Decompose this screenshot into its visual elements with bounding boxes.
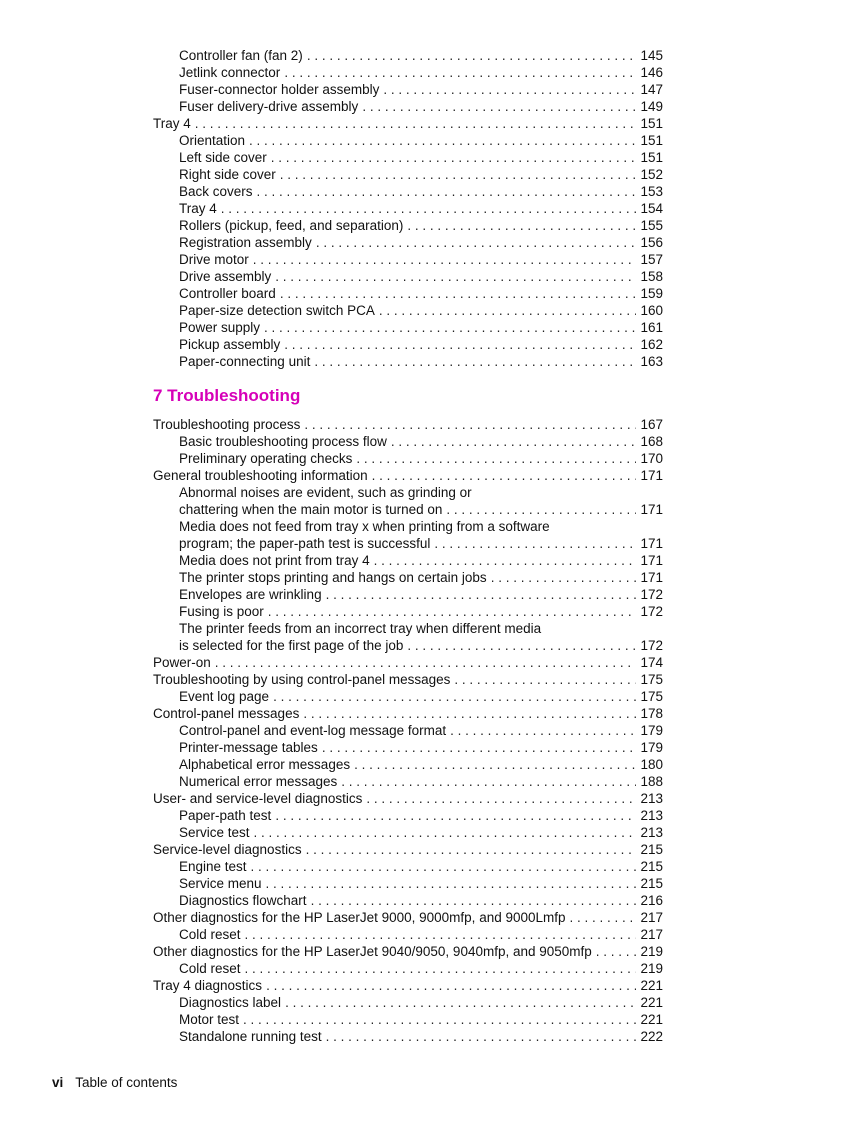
toc-entry-page: 219 [640, 961, 663, 976]
toc-entry[interactable] [153, 467, 663, 484]
toc-entry-title-line[interactable]: The printer feeds from an incorrect tray when different media [179, 621, 542, 636]
toc-entry[interactable] [153, 841, 663, 858]
toc-entry-page: 168 [640, 434, 663, 449]
toc-entry-title: Rollers (pickup, feed, and separation) [179, 218, 404, 233]
toc-entry-title: Envelopes are wrinkling [179, 587, 322, 602]
toc-entry-page: 215 [640, 842, 663, 857]
toc-entry[interactable] [179, 183, 663, 200]
toc-entry[interactable] [179, 217, 663, 234]
toc-entry-title: Paper-size detection switch PCA [179, 303, 375, 318]
toc-entry-title: Motor test [179, 1012, 240, 1027]
toc-entry[interactable] [179, 251, 663, 268]
toc-entry-title: Controller fan (fan 2) [179, 48, 303, 63]
toc-entry[interactable] [153, 909, 663, 926]
toc-entry[interactable] [179, 501, 663, 518]
toc-entry-title: Event log page [179, 689, 270, 704]
toc-entry-page: 175 [640, 672, 663, 687]
toc-entry-title: Standalone running test [179, 1029, 322, 1044]
toc-entry[interactable] [179, 858, 663, 875]
chapter-heading[interactable]: 7 Troubleshooting [153, 386, 301, 405]
toc-entry-page: 188 [640, 774, 663, 789]
toc-entry[interactable] [179, 892, 663, 909]
toc-entry-title: Service test [179, 825, 250, 840]
toc-entry-title: Cold reset [179, 927, 241, 942]
toc-entry[interactable] [153, 977, 663, 994]
toc-entry-title: Back covers [179, 184, 253, 199]
toc-entry[interactable] [179, 64, 663, 81]
toc-entry-page: 151 [640, 116, 663, 131]
toc-entry-title: User- and service-level diagnostics [153, 791, 363, 806]
toc-entry[interactable] [179, 353, 663, 370]
toc-entry-page: 171 [640, 502, 663, 517]
toc-entry[interactable] [179, 1028, 663, 1045]
toc-entry[interactable] [179, 433, 663, 450]
toc-entry-page: 221 [640, 978, 663, 993]
toc-entry-title: General troubleshooting information [153, 468, 368, 483]
toc-entry[interactable] [179, 722, 663, 739]
toc-entry-title: Registration assembly [179, 235, 312, 250]
toc-entry[interactable] [179, 166, 663, 183]
toc-entry-title: Power supply [179, 320, 261, 335]
toc-entry[interactable] [179, 450, 663, 467]
toc-entry-page: 149 [640, 99, 663, 114]
toc-entry-title: Fuser-connector holder assembly [179, 82, 380, 97]
toc-entry-page: 147 [640, 82, 663, 97]
toc-entry-title: program; the paper-path test is successful [179, 536, 431, 551]
toc-entry-page: 170 [640, 451, 663, 466]
toc-entry-title: Printer-message tables [179, 740, 318, 755]
toc-entry-page: 160 [640, 303, 663, 318]
toc-entry[interactable] [179, 1011, 663, 1028]
toc-entry-page: 152 [640, 167, 663, 182]
toc-entry-title: Diagnostics flowchart [179, 893, 307, 908]
toc-entry-title: Left side cover [179, 150, 267, 165]
toc-entry-title: Troubleshooting process [153, 417, 301, 432]
toc-entry[interactable] [179, 336, 663, 353]
toc-entry-title: Right side cover [179, 167, 276, 182]
toc-entry-page: 213 [640, 808, 663, 823]
toc-entry-title: Orientation [179, 133, 246, 148]
toc-entry-page: 159 [640, 286, 663, 301]
toc-entry-title: Drive assembly [179, 269, 272, 284]
toc-entry-title: Controller board [179, 286, 276, 301]
toc-entry-title: Media does not print from tray 4 [179, 553, 370, 568]
toc-entry-page: 215 [640, 876, 663, 891]
toc-entry[interactable] [179, 603, 663, 620]
toc-entry[interactable] [153, 115, 663, 132]
toc-entry-title: Fusing is poor [179, 604, 264, 619]
toc-entry-page: 151 [640, 150, 663, 165]
toc-entry[interactable] [179, 81, 663, 98]
toc-entry-title: Tray 4 diagnostics [153, 978, 263, 993]
toc-entry[interactable] [153, 671, 663, 688]
toc-entry[interactable] [179, 234, 663, 251]
toc-entry-title: Tray 4 [179, 201, 217, 216]
toc-entry[interactable] [179, 688, 663, 705]
toc-entry[interactable] [179, 285, 663, 302]
toc-entry-title: Service menu [179, 876, 262, 891]
toc-entry-page: 155 [640, 218, 663, 233]
toc-entry-page: 213 [640, 825, 663, 840]
toc-entry[interactable] [179, 756, 663, 773]
toc-entry-page: 174 [640, 655, 663, 670]
toc-entry-title-line[interactable]: Media does not feed from tray x when printing from a software [179, 519, 550, 534]
toc-entry-page: 172 [640, 604, 663, 619]
footer-section-title: Table of contents [75, 1075, 178, 1090]
toc-entry-page: 172 [640, 638, 663, 653]
toc-entry-page: 154 [640, 201, 663, 216]
toc-entry[interactable] [179, 149, 663, 166]
toc-entry[interactable] [179, 773, 663, 790]
toc-entry-title: Pickup assembly [179, 337, 281, 352]
toc-entry-page: 178 [640, 706, 663, 721]
toc-entry[interactable] [153, 705, 663, 722]
toc-entry-page: 158 [640, 269, 663, 284]
toc-entry-page: 171 [640, 536, 663, 551]
toc-entry-title: Jetlink connector [179, 65, 281, 80]
toc-entry-page: 146 [640, 65, 663, 80]
toc-entry-page: 151 [640, 133, 663, 148]
toc-entry[interactable] [179, 807, 663, 824]
toc-entry-title: Troubleshooting by using control-panel messages [153, 672, 451, 687]
toc-entry-page: 221 [640, 995, 663, 1010]
toc-entry-page: 153 [640, 184, 663, 199]
toc-entry-page: 171 [640, 468, 663, 483]
toc-entry[interactable] [153, 654, 663, 671]
toc-entry-page: 156 [640, 235, 663, 250]
toc-entry-page: 213 [640, 791, 663, 806]
toc-entry-title: Control-panel and event-log message format [179, 723, 447, 738]
toc-entry[interactable] [179, 319, 663, 336]
toc-entry-page: 167 [640, 417, 663, 432]
toc-entry-title: Service-level diagnostics [153, 842, 302, 857]
toc-entry[interactable] [179, 994, 663, 1011]
toc-entry-title: Fuser delivery-drive assembly [179, 99, 359, 114]
toc-entry[interactable] [153, 790, 663, 807]
toc-entry-title: Preliminary operating checks [179, 451, 353, 466]
toc-entry-title: is selected for the first page of the job [179, 638, 404, 653]
toc-entry-page: 179 [640, 740, 663, 755]
toc-entry-title: Control-panel messages [153, 706, 300, 721]
toc-entry-page: 179 [640, 723, 663, 738]
toc-entry[interactable] [179, 302, 663, 319]
toc-entry-page: 161 [640, 320, 663, 335]
toc-entry-title: Diagnostics label [179, 995, 282, 1010]
toc-entry-title: Tray 4 [153, 116, 191, 131]
toc-entry[interactable] [179, 552, 663, 569]
toc-entry[interactable] [179, 268, 663, 285]
toc-entry[interactable] [179, 200, 663, 217]
toc-entry-title: Other diagnostics for the HP LaserJet 9040/9050, 9040mfp, and 9050mfp [153, 944, 592, 959]
toc-entry-title: Numerical error messages [179, 774, 338, 789]
toc-entry[interactable] [153, 416, 663, 433]
toc-entry[interactable] [179, 47, 663, 64]
footer-page-number: vi [52, 1075, 64, 1090]
page-footer [52, 1075, 177, 1090]
toc-entry-page: 163 [640, 354, 663, 369]
toc-entry[interactable] [179, 926, 663, 943]
toc-entry-title-line[interactable]: Abnormal noises are evident, such as grinding or [179, 485, 472, 500]
toc-entry-page: 172 [640, 587, 663, 602]
toc-entry-page: 217 [640, 927, 663, 942]
toc-entry[interactable] [179, 875, 663, 892]
toc-entry-page: 175 [640, 689, 663, 704]
toc-entry-title: Engine test [179, 859, 247, 874]
toc-entry-page: 180 [640, 757, 663, 772]
toc-entry-page: 219 [640, 944, 663, 959]
toc-entry-title: Paper-connecting unit [179, 354, 311, 369]
toc-entry-title: Paper-path test [179, 808, 272, 823]
toc-entry-title: Power-on [153, 655, 211, 670]
toc-entry[interactable] [179, 569, 663, 586]
toc-entry-page: 171 [640, 570, 663, 585]
toc-entry-page: 157 [640, 252, 663, 267]
toc-entry-page: 222 [640, 1029, 663, 1044]
toc-entry-page: 216 [640, 893, 663, 908]
toc-entry-title: Cold reset [179, 961, 241, 976]
toc-entry[interactable] [179, 132, 663, 149]
toc-entry-page: 145 [640, 48, 663, 63]
toc-entry[interactable] [179, 98, 663, 115]
toc-entry[interactable] [179, 824, 663, 841]
toc-entry-page: 217 [640, 910, 663, 925]
toc-entry-title: Other diagnostics for the HP LaserJet 9000, 9000mfp, and 9000Lmfp [153, 910, 566, 925]
toc-entry-title: chattering when the main motor is turned on [179, 502, 443, 517]
toc-entry[interactable] [179, 960, 663, 977]
toc-entry-page: 162 [640, 337, 663, 352]
toc-entry[interactable] [153, 943, 663, 960]
toc-entry-page: 215 [640, 859, 663, 874]
toc-entry-title: Drive motor [179, 252, 249, 267]
toc-entry-page: 221 [640, 1012, 663, 1027]
toc-entry[interactable] [179, 739, 663, 756]
toc-entry[interactable] [179, 535, 663, 552]
toc-entry-page: 171 [640, 553, 663, 568]
toc-entry-title: Basic troubleshooting process flow [179, 434, 387, 449]
toc-entry-title: The printer stops printing and hangs on certain jobs [179, 570, 487, 585]
toc-entry[interactable] [179, 637, 663, 654]
toc-entry[interactable] [179, 586, 663, 603]
toc-entry-title: Alphabetical error messages [179, 757, 351, 772]
